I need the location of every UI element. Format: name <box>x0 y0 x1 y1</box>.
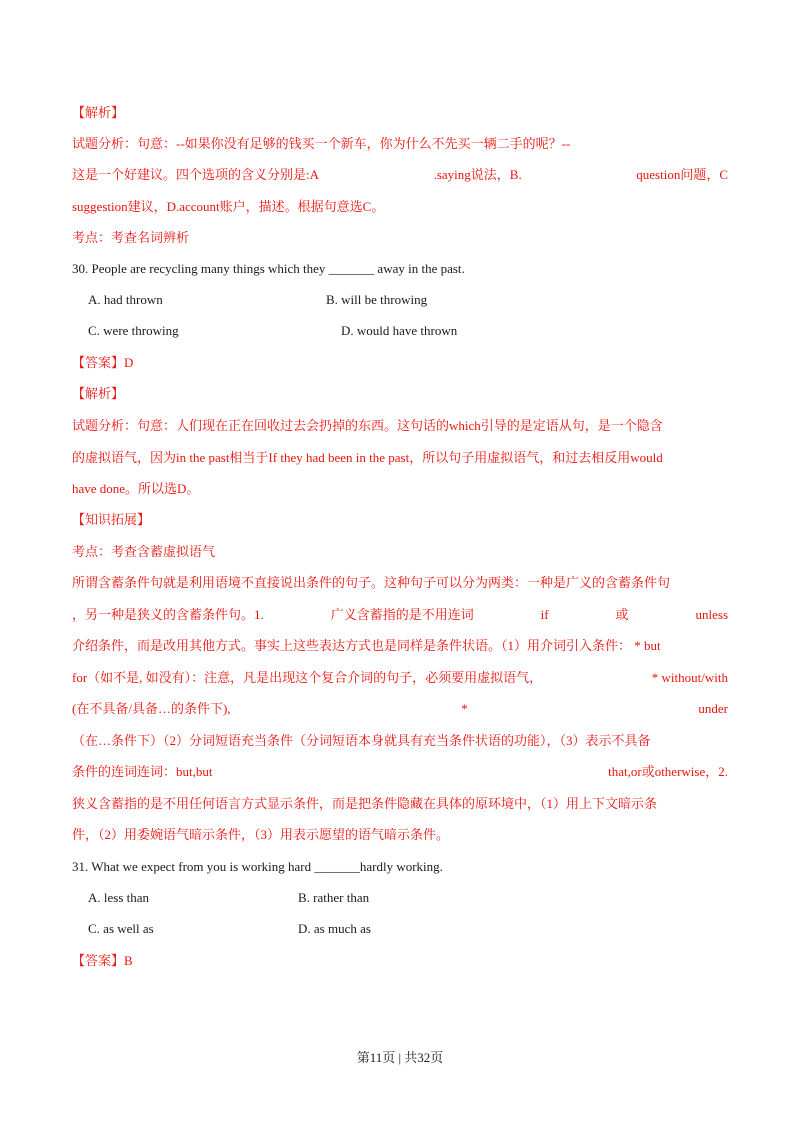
analysis-line <box>72 165 728 185</box>
question-stem: 30. People are recycling many things which they _______ away in the past. <box>72 261 465 276</box>
extension-line-part: 或 <box>615 607 629 622</box>
answer: 【答案】D <box>72 355 134 370</box>
analysis-line: 试题分析：句意：人们现在正在回收过去会扔掉的东西。这句话的which引导的是定语从句，是一个隐含 <box>72 418 663 433</box>
option-d: D. as much as <box>298 921 371 936</box>
knowledge-extension-heading: 【知识拓展】 <box>72 512 151 527</box>
extension-line: 所谓含蓄条件句就是利用语境不直接说出条件的句子。这种句子可以分为两类：一种是广义的含蓄条件句 <box>72 575 671 590</box>
extension-line: （在…条件下）（2）分词短语充当条件（分词短语本身就具有充当条件状语的功能），（3）表示不具备 <box>72 733 651 748</box>
option-c: C. as well as <box>88 921 154 936</box>
extension-line-part: for（如不是, 如没有）：注意，凡是出现这个复合介词的句子，必须要用虚拟语气， <box>72 670 543 685</box>
analysis-line-part: .saying说法，B. <box>433 167 522 182</box>
option-d: D. would have thrown <box>341 323 458 338</box>
question-stem: 31. What we expect from you is working hard _______hardly working. <box>72 859 443 874</box>
option-b: B. rather than <box>298 890 370 905</box>
extension-line: 件，（2）用委婉语气暗示条件，（3）用表示愿望的语气暗示条件。 <box>72 827 450 842</box>
analysis-line: 的虚拟语气，因为in the past相当于If they had been in the past，所以句子用虚拟语气，和过去相反用would <box>72 450 663 465</box>
extension-line <box>72 762 728 782</box>
extension-line <box>72 605 728 625</box>
extension-line-part: that,or或otherwise，2. <box>608 764 728 779</box>
extension-line-part: under <box>698 701 728 716</box>
extension-line-part: unless <box>695 607 728 622</box>
analysis-line: suggestion建议，D.account账户，描述。根据句意选C。 <box>72 199 385 214</box>
analysis-heading: 【解析】 <box>72 386 125 401</box>
analysis-line: have done。所以选D。 <box>72 481 200 496</box>
extension-line-part: 条件的连词连词：but,but <box>72 764 213 779</box>
test-point: 考点：考查名词辨析 <box>72 230 190 245</box>
extension-line-part: * <box>461 701 468 716</box>
analysis-heading: 【解析】 <box>72 105 125 120</box>
extension-line-part: (在不具备/具备…的条件下), <box>72 701 231 716</box>
extension-line: 狭义含蓄指的是不用任何语言方式显示条件，而是把条件隐藏在具体的原环境中，（1）用上下文暗示条 <box>72 796 658 811</box>
test-point: 考点：考查含蓄虚拟语气 <box>72 544 216 559</box>
extension-line <box>72 699 728 719</box>
analysis-line: 试题分析：句意：--如果你没有足够的钱买一个新车，你为什么不先买一辆二手的呢？-- <box>72 136 571 151</box>
option-a: A. had thrown <box>88 292 163 307</box>
extension-line: 介绍条件，而是改用其他方式。事实上这些表达方式也是同样是条件状语。（1）用介词引入条件： * but <box>72 638 661 653</box>
analysis-line-part: 这是一个好建议。四个选项的含义分别是:A <box>72 167 320 182</box>
option-b: B. will be throwing <box>326 292 428 307</box>
answer: 【答案】B <box>72 953 133 968</box>
extension-line-part: * without/with <box>651 670 728 685</box>
option-a: A. less than <box>88 890 150 905</box>
extension-line-part: if <box>540 607 549 622</box>
analysis-line-part: question问题，C <box>636 167 728 182</box>
option-c: C. were throwing <box>88 323 179 338</box>
extension-line-part: 广义含蓄指的是不用连词 <box>330 607 474 622</box>
extension-line <box>72 668 728 688</box>
extension-line-part: ，另一种是狭义的含蓄条件句。1. <box>72 607 264 622</box>
page-number: 第11页 | 共32页 <box>356 1050 444 1065</box>
